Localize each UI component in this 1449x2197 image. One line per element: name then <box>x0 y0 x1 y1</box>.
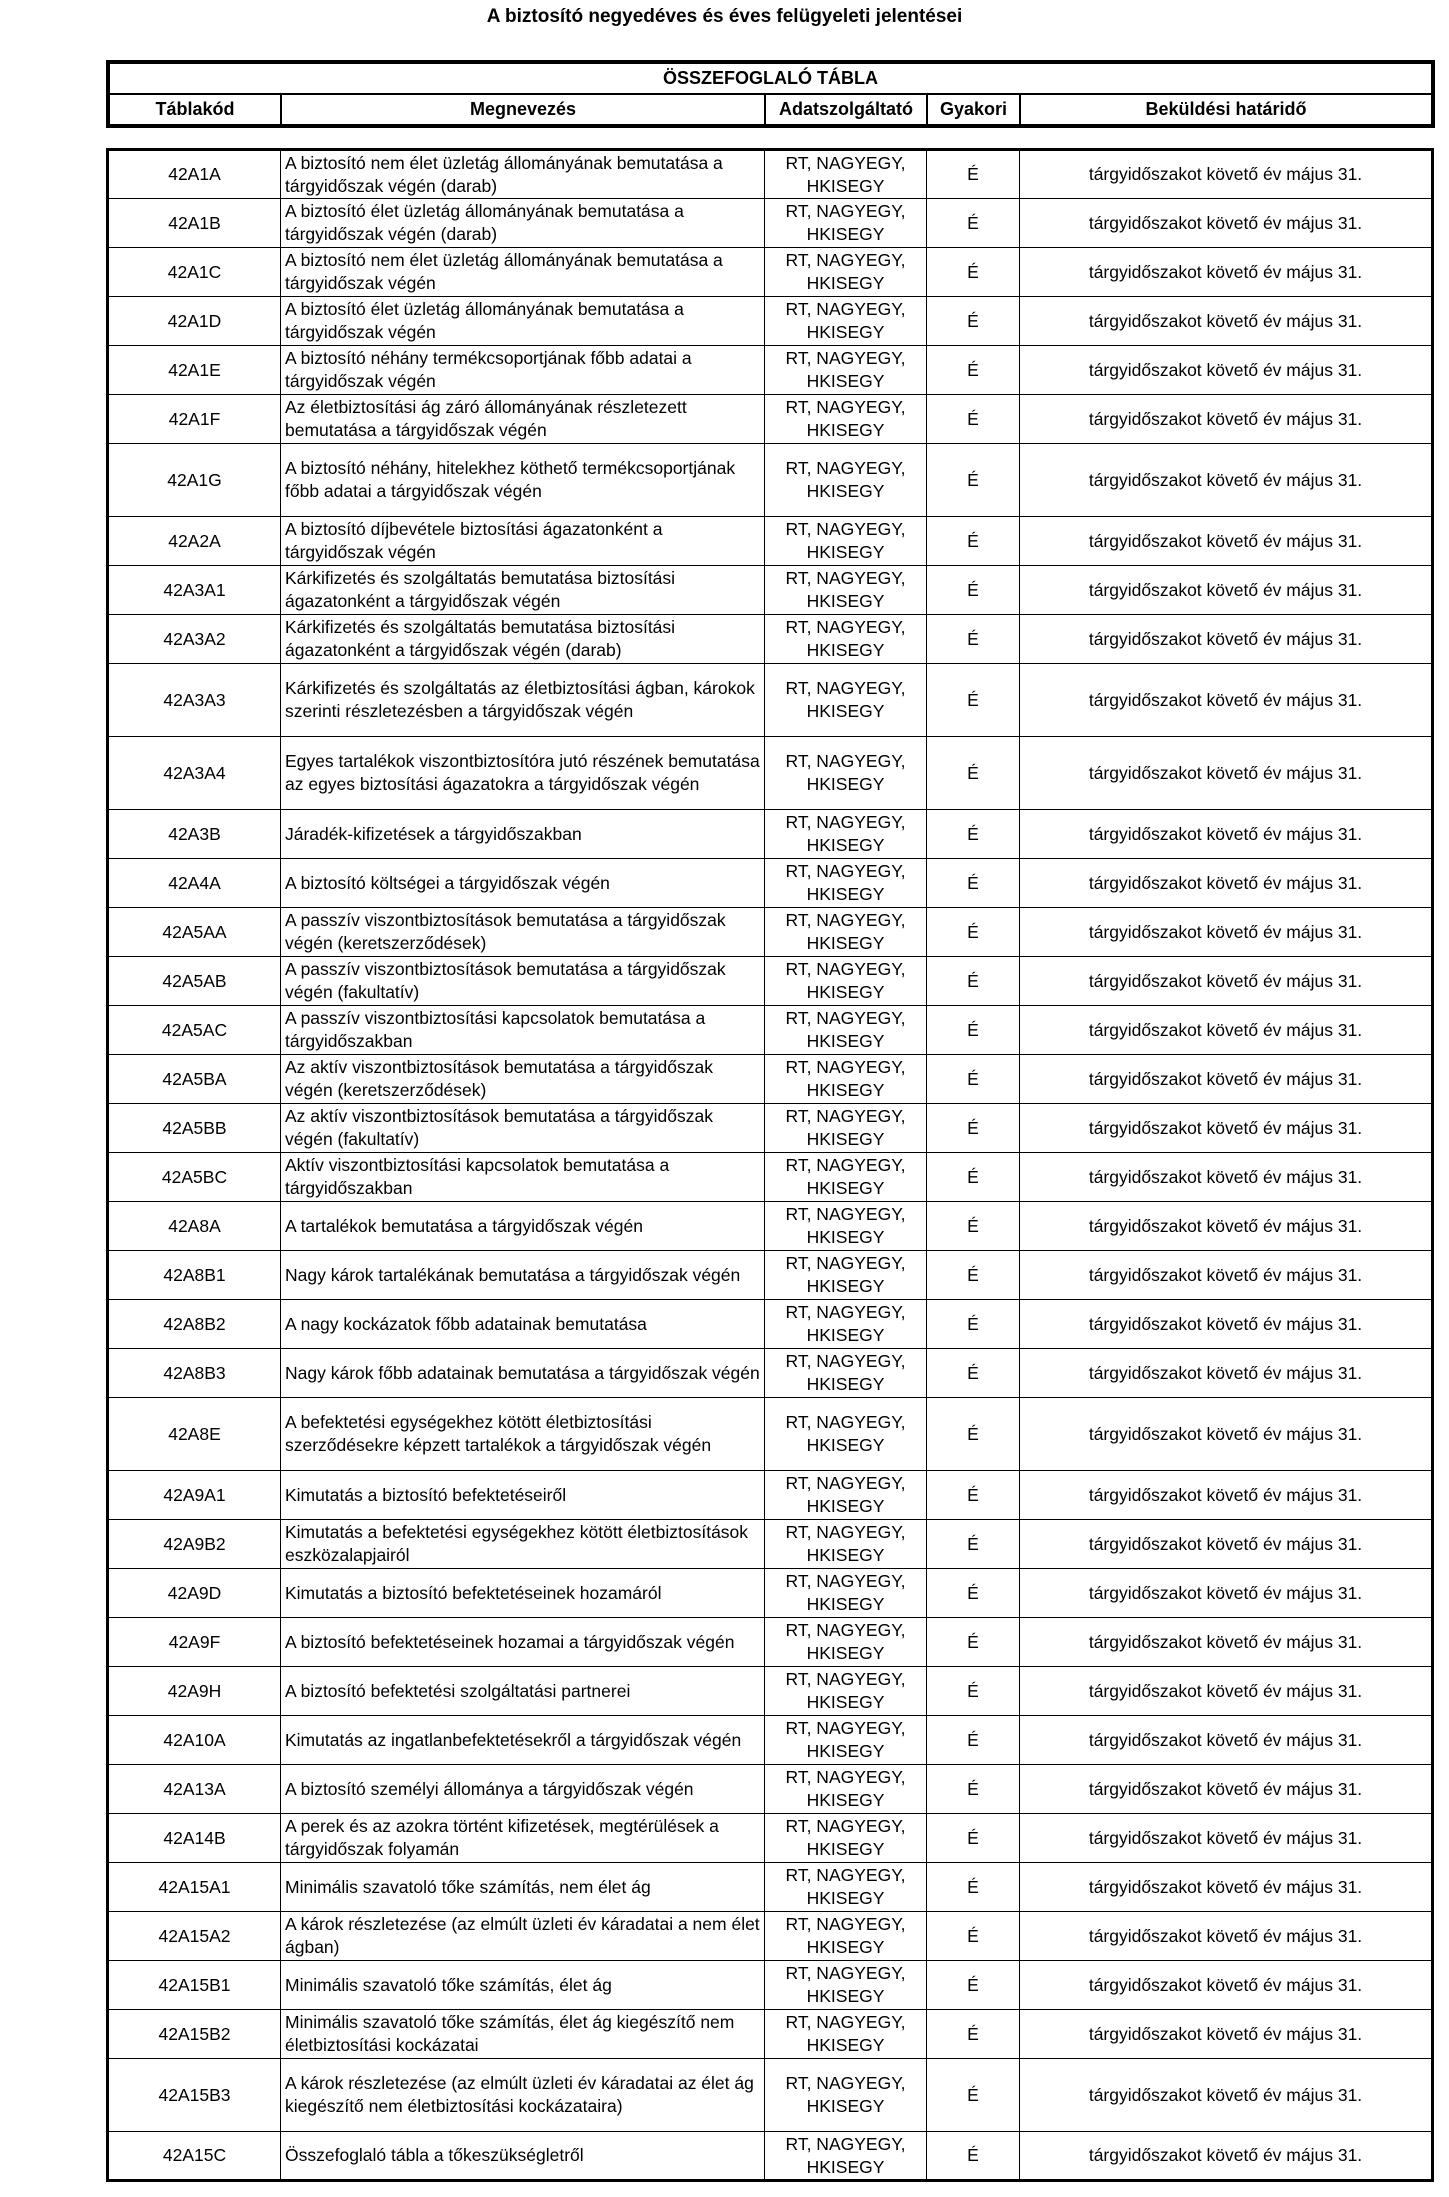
table-name-cell: A biztosító személyi állománya a tárgyidőszak végén <box>281 1765 765 1814</box>
table-row <box>108 1300 1433 1349</box>
col-header-provider: Adatszolgáltató <box>765 94 927 126</box>
table-provider-cell: RT, NAGYEGY, HKISEGY <box>765 1667 927 1716</box>
table-row <box>108 1055 1433 1104</box>
table-code-cell: 42A8B3 <box>108 1349 281 1398</box>
table-frequency-cell: É <box>927 566 1020 615</box>
table-row <box>108 444 1433 517</box>
table-name-cell: A passzív viszontbiztosítások bemutatása a tárgyidőszak végén (fakultatív) <box>281 957 765 1006</box>
col-header-name: Megnevezés <box>281 94 765 126</box>
table-frequency-cell: É <box>927 615 1020 664</box>
table-row <box>108 150 1433 199</box>
table-provider-cell: RT, NAGYEGY, HKISEGY <box>765 1471 927 1520</box>
table-provider-cell: RT, NAGYEGY, HKISEGY <box>765 1300 927 1349</box>
table-frequency-cell: É <box>927 297 1020 346</box>
table-row <box>108 517 1433 566</box>
table-row <box>108 1398 1433 1471</box>
table-deadline-cell: tárgyidőszakot követő év május 31. <box>1020 1765 1433 1814</box>
table-code-cell: 42A15B3 <box>108 2059 281 2132</box>
table-frequency-cell: É <box>927 395 1020 444</box>
table-name-cell: Kárkifizetés és szolgáltatás bemutatása biztosítási ágazatonként a tárgyidőszak végén <box>281 566 765 615</box>
table-row <box>108 615 1433 664</box>
col-header-code: Táblakód <box>108 94 281 126</box>
table-code-cell: 42A8B1 <box>108 1251 281 1300</box>
table-name-cell: A biztosító díjbevétele biztosítási ágazatonként a tárgyidőszak végén <box>281 517 765 566</box>
table-provider-cell: RT, NAGYEGY, HKISEGY <box>765 517 927 566</box>
table-row <box>108 395 1433 444</box>
table-code-cell: 42A9F <box>108 1618 281 1667</box>
table-name-cell: Kimutatás a befektetési egységekhez kötött életbiztosítások eszközalapjairól <box>281 1520 765 1569</box>
table-name-cell: A tartalékok bemutatása a tárgyidőszak végén <box>281 1202 765 1251</box>
table-deadline-cell: tárgyidőszakot követő év május 31. <box>1020 346 1433 395</box>
page-title: A biztosító negyedéves és éves felügyeleti jelentései <box>486 6 963 27</box>
table-name-cell: Kimutatás az ingatlanbefektetésekről a tárgyidőszak végén <box>281 1716 765 1765</box>
table-provider-cell: RT, NAGYEGY, HKISEGY <box>765 2059 927 2132</box>
table-deadline-cell: tárgyidőszakot követő év május 31. <box>1020 2132 1433 2181</box>
table-frequency-cell: É <box>927 1569 1020 1618</box>
table-row <box>108 810 1433 859</box>
table-deadline-cell: tárgyidőszakot követő év május 31. <box>1020 1961 1433 2010</box>
table-code-cell: 42A9A1 <box>108 1471 281 1520</box>
table-provider-cell: RT, NAGYEGY, HKISEGY <box>765 737 927 810</box>
summary-header <box>106 60 1435 128</box>
table-row <box>108 957 1433 1006</box>
table-code-cell: 42A5BC <box>108 1153 281 1202</box>
table-row <box>108 1814 1433 1863</box>
table-code-cell: 42A15C <box>108 2132 281 2181</box>
table-frequency-cell: É <box>927 1961 1020 2010</box>
table-name-cell: A biztosító élet üzletág állományának bemutatása a tárgyidőszak végén (darab) <box>281 199 765 248</box>
table-frequency-cell: É <box>927 957 1020 1006</box>
table-deadline-cell: tárgyidőszakot követő év május 31. <box>1020 1006 1433 1055</box>
table-deadline-cell: tárgyidőszakot követő év május 31. <box>1020 2059 1433 2132</box>
table-frequency-cell: É <box>927 248 1020 297</box>
table-name-cell: Minimális szavatoló tőke számítás, élet ág <box>281 1961 765 2010</box>
table-frequency-cell: É <box>927 1104 1020 1153</box>
report-table <box>106 148 1434 2182</box>
table-deadline-cell: tárgyidőszakot követő év május 31. <box>1020 1104 1433 1153</box>
table-provider-cell: RT, NAGYEGY, HKISEGY <box>765 664 927 737</box>
table-name-cell: Minimális szavatoló tőke számítás, nem élet ág <box>281 1863 765 1912</box>
table-code-cell: 42A1C <box>108 248 281 297</box>
table-name-cell: Az aktív viszontbiztosítások bemutatása a tárgyidőszak végén (keretszerződések) <box>281 1055 765 1104</box>
table-provider-cell: RT, NAGYEGY, HKISEGY <box>765 150 927 199</box>
table-code-cell: 42A3A2 <box>108 615 281 664</box>
table-name-cell: Járadék-kifizetések a tárgyidőszakban <box>281 810 765 859</box>
table-name-cell: Minimális szavatoló tőke számítás, élet ág kiegészítő nem életbiztosítási kockázatai <box>281 2010 765 2059</box>
table-provider-cell: RT, NAGYEGY, HKISEGY <box>765 199 927 248</box>
table-row <box>108 1202 1433 1251</box>
table-code-cell: 42A1E <box>108 346 281 395</box>
table-name-cell: Egyes tartalékok viszontbiztosítóra jutó részének bemutatása az egyes biztosítási ágazatokra a tárgyidőszak végén <box>281 737 765 810</box>
table-name-cell: A biztosító nem élet üzletág állományának bemutatása a tárgyidőszak végén <box>281 248 765 297</box>
table-row <box>108 1471 1433 1520</box>
table-deadline-cell: tárgyidőszakot követő év május 31. <box>1020 297 1433 346</box>
table-frequency-cell: É <box>927 1055 1020 1104</box>
table-name-cell: A befektetési egységekhez kötött életbiztosítási szerződésekre képzett tartalékok a tárgyidőszak végén <box>281 1398 765 1471</box>
table-name-cell: A perek és az azokra történt kifizetések, megtérülések a tárgyidőszak folyamán <box>281 1814 765 1863</box>
table-frequency-cell: É <box>927 1863 1020 1912</box>
table-frequency-cell: É <box>927 1716 1020 1765</box>
table-name-cell: A biztosító néhány termékcsoportjának főbb adatai a tárgyidőszak végén <box>281 346 765 395</box>
table-deadline-cell: tárgyidőszakot követő év május 31. <box>1020 1716 1433 1765</box>
table-deadline-cell: tárgyidőszakot követő év május 31. <box>1020 1153 1433 1202</box>
table-deadline-cell: tárgyidőszakot követő év május 31. <box>1020 199 1433 248</box>
table-code-cell: 42A4A <box>108 859 281 908</box>
table-row <box>108 566 1433 615</box>
table-deadline-cell: tárgyidőszakot követő év május 31. <box>1020 2010 1433 2059</box>
table-frequency-cell: É <box>927 346 1020 395</box>
table-provider-cell: RT, NAGYEGY, HKISEGY <box>765 1716 927 1765</box>
table-provider-cell: RT, NAGYEGY, HKISEGY <box>765 615 927 664</box>
table-code-cell: 42A13A <box>108 1765 281 1814</box>
table-row <box>108 859 1433 908</box>
table-code-cell: 42A3A3 <box>108 664 281 737</box>
table-row <box>108 1104 1433 1153</box>
table-name-cell: A biztosító költségei a tárgyidőszak végén <box>281 859 765 908</box>
table-frequency-cell: É <box>927 1912 1020 1961</box>
table-deadline-cell: tárgyidőszakot követő év május 31. <box>1020 1055 1433 1104</box>
table-frequency-cell: É <box>927 1471 1020 1520</box>
table-code-cell: 42A1B <box>108 199 281 248</box>
table-provider-cell: RT, NAGYEGY, HKISEGY <box>765 1251 927 1300</box>
table-name-cell: A biztosító befektetéseinek hozamai a tárgyidőszak végén <box>281 1618 765 1667</box>
table-name-cell: A passzív viszontbiztosítási kapcsolatok bemutatása a tárgyidőszakban <box>281 1006 765 1055</box>
table-row <box>108 346 1433 395</box>
table-frequency-cell: É <box>927 1618 1020 1667</box>
table-provider-cell: RT, NAGYEGY, HKISEGY <box>765 1765 927 1814</box>
table-code-cell: 42A1D <box>108 297 281 346</box>
table-provider-cell: RT, NAGYEGY, HKISEGY <box>765 908 927 957</box>
table-name-cell: Aktív viszontbiztosítási kapcsolatok bemutatása a tárgyidőszakban <box>281 1153 765 1202</box>
table-name-cell: Kimutatás a biztosító befektetéseiről <box>281 1471 765 1520</box>
table-code-cell: 42A3A1 <box>108 566 281 615</box>
table-code-cell: 42A9B2 <box>108 1520 281 1569</box>
table-frequency-cell: É <box>927 1300 1020 1349</box>
table-code-cell: 42A5AC <box>108 1006 281 1055</box>
table-frequency-cell: É <box>927 150 1020 199</box>
table-deadline-cell: tárgyidőszakot követő év május 31. <box>1020 1520 1433 1569</box>
table-deadline-cell: tárgyidőszakot követő év május 31. <box>1020 737 1433 810</box>
table-code-cell: 42A15B2 <box>108 2010 281 2059</box>
table-provider-cell: RT, NAGYEGY, HKISEGY <box>765 1153 927 1202</box>
table-row <box>108 1006 1433 1055</box>
table-deadline-cell: tárgyidőszakot követő év május 31. <box>1020 444 1433 517</box>
table-row <box>108 1765 1433 1814</box>
table-frequency-cell: É <box>927 1398 1020 1471</box>
table-frequency-cell: É <box>927 517 1020 566</box>
table-row <box>108 1251 1433 1300</box>
table-deadline-cell: tárgyidőszakot követő év május 31. <box>1020 248 1433 297</box>
table-deadline-cell: tárgyidőszakot követő év május 31. <box>1020 859 1433 908</box>
table-row <box>108 908 1433 957</box>
table-name-cell: A biztosító nem élet üzletág állományának bemutatása a tárgyidőszak végén (darab) <box>281 150 765 199</box>
table-provider-cell: RT, NAGYEGY, HKISEGY <box>765 1006 927 1055</box>
table-frequency-cell: É <box>927 1814 1020 1863</box>
table-name-cell: Nagy károk tartalékának bemutatása a tárgyidőszak végén <box>281 1251 765 1300</box>
table-code-cell: 42A15A2 <box>108 1912 281 1961</box>
table-name-cell: Az életbiztosítási ág záró állományának részletezett bemutatása a tárgyidőszak végén <box>281 395 765 444</box>
table-deadline-cell: tárgyidőszakot követő év május 31. <box>1020 1569 1433 1618</box>
table-row <box>108 1716 1433 1765</box>
table-deadline-cell: tárgyidőszakot követő év május 31. <box>1020 1202 1433 1251</box>
table-deadline-cell: tárgyidőszakot követő év május 31. <box>1020 957 1433 1006</box>
table-deadline-cell: tárgyidőszakot követő év május 31. <box>1020 395 1433 444</box>
table-code-cell: 42A5BA <box>108 1055 281 1104</box>
table-code-cell: 42A5BB <box>108 1104 281 1153</box>
table-row <box>108 1912 1433 1961</box>
table-frequency-cell: É <box>927 2132 1020 2181</box>
table-code-cell: 42A2A <box>108 517 281 566</box>
table-provider-cell: RT, NAGYEGY, HKISEGY <box>765 1912 927 1961</box>
report-table-body <box>108 150 1433 2181</box>
table-deadline-cell: tárgyidőszakot követő év május 31. <box>1020 810 1433 859</box>
table-deadline-cell: tárgyidőszakot követő év május 31. <box>1020 664 1433 737</box>
table-name-cell: Kárkifizetés és szolgáltatás az életbiztosítási ágban, károkok szerinti részletezésben a tárgyidőszak végén <box>281 664 765 737</box>
table-row <box>108 1961 1433 2010</box>
table-code-cell: 42A3B <box>108 810 281 859</box>
table-frequency-cell: É <box>927 444 1020 517</box>
table-provider-cell: RT, NAGYEGY, HKISEGY <box>765 1814 927 1863</box>
table-deadline-cell: tárgyidőszakot követő év május 31. <box>1020 1618 1433 1667</box>
table-row <box>108 2010 1433 2059</box>
table-name-cell: Kárkifizetés és szolgáltatás bemutatása biztosítási ágazatonként a tárgyidőszak végén (darab) <box>281 615 765 664</box>
table-frequency-cell: É <box>927 908 1020 957</box>
table-provider-cell: RT, NAGYEGY, HKISEGY <box>765 957 927 1006</box>
table-frequency-cell: É <box>927 1765 1020 1814</box>
table-frequency-cell: É <box>927 1251 1020 1300</box>
table-deadline-cell: tárgyidőszakot követő év május 31. <box>1020 517 1433 566</box>
table-code-cell: 42A8A <box>108 1202 281 1251</box>
table-provider-cell: RT, NAGYEGY, HKISEGY <box>765 1569 927 1618</box>
table-deadline-cell: tárgyidőszakot követő év május 31. <box>1020 1814 1433 1863</box>
table-code-cell: 42A9H <box>108 1667 281 1716</box>
table-row <box>108 1667 1433 1716</box>
table-row <box>108 737 1433 810</box>
table-provider-cell: RT, NAGYEGY, HKISEGY <box>765 1398 927 1471</box>
table-deadline-cell: tárgyidőszakot követő év május 31. <box>1020 1863 1433 1912</box>
table-frequency-cell: É <box>927 1153 1020 1202</box>
table-name-cell: Összefoglaló tábla a tőkeszükségletről <box>281 2132 765 2181</box>
table-frequency-cell: É <box>927 2059 1020 2132</box>
table-row <box>108 297 1433 346</box>
table-name-cell: Kimutatás a biztosító befektetéseinek hozamáról <box>281 1569 765 1618</box>
table-provider-cell: RT, NAGYEGY, HKISEGY <box>765 859 927 908</box>
table-name-cell: A biztosító befektetési szolgáltatási partnerei <box>281 1667 765 1716</box>
table-row <box>108 1618 1433 1667</box>
col-header-deadline: Beküldési határidő <box>1020 94 1433 126</box>
table-row <box>108 1520 1433 1569</box>
table-deadline-cell: tárgyidőszakot követő év május 31. <box>1020 566 1433 615</box>
table-deadline-cell: tárgyidőszakot követő év május 31. <box>1020 1667 1433 1716</box>
table-provider-cell: RT, NAGYEGY, HKISEGY <box>765 1202 927 1251</box>
table-frequency-cell: É <box>927 2010 1020 2059</box>
table-frequency-cell: É <box>927 810 1020 859</box>
table-name-cell: A biztosító néhány, hitelekhez köthető termékcsoportjának főbb adatai a tárgyidőszak végén <box>281 444 765 517</box>
table-name-cell: A biztosító élet üzletág állományának bemutatása a tárgyidőszak végén <box>281 297 765 346</box>
table-provider-cell: RT, NAGYEGY, HKISEGY <box>765 395 927 444</box>
table-provider-cell: RT, NAGYEGY, HKISEGY <box>765 2132 927 2181</box>
table-code-cell: 42A1F <box>108 395 281 444</box>
table-provider-cell: RT, NAGYEGY, HKISEGY <box>765 1863 927 1912</box>
table-name-cell: A károk részletezése (az elmúlt üzleti év káradatai az élet ág kiegészítő nem életbiztosítási kockázataira) <box>281 2059 765 2132</box>
table-provider-cell: RT, NAGYEGY, HKISEGY <box>765 1961 927 2010</box>
table-code-cell: 42A5AB <box>108 957 281 1006</box>
table-name-cell: Az aktív viszontbiztosítások bemutatása a tárgyidőszak végén (fakultatív) <box>281 1104 765 1153</box>
table-provider-cell: RT, NAGYEGY, HKISEGY <box>765 1520 927 1569</box>
table-frequency-cell: É <box>927 859 1020 908</box>
table-provider-cell: RT, NAGYEGY, HKISEGY <box>765 1349 927 1398</box>
table-code-cell: 42A1G <box>108 444 281 517</box>
table-code-cell: 42A8B2 <box>108 1300 281 1349</box>
table-code-cell: 42A8E <box>108 1398 281 1471</box>
table-provider-cell: RT, NAGYEGY, HKISEGY <box>765 444 927 517</box>
table-code-cell: 42A9D <box>108 1569 281 1618</box>
table-deadline-cell: tárgyidőszakot követő év május 31. <box>1020 1471 1433 1520</box>
table-provider-cell: RT, NAGYEGY, HKISEGY <box>765 1055 927 1104</box>
table-row <box>108 1863 1433 1912</box>
table-provider-cell: RT, NAGYEGY, HKISEGY <box>765 810 927 859</box>
table-deadline-cell: tárgyidőszakot követő év május 31. <box>1020 150 1433 199</box>
table-name-cell: A károk részletezése (az elmúlt üzleti év káradatai a nem élet ágban) <box>281 1912 765 1961</box>
table-code-cell: 42A1A <box>108 150 281 199</box>
table-deadline-cell: tárgyidőszakot követő év május 31. <box>1020 1398 1433 1471</box>
table-frequency-cell: É <box>927 1202 1020 1251</box>
table-provider-cell: RT, NAGYEGY, HKISEGY <box>765 248 927 297</box>
table-row <box>108 1569 1433 1618</box>
table-code-cell: 42A10A <box>108 1716 281 1765</box>
table-code-cell: 42A15A1 <box>108 1863 281 1912</box>
table-frequency-cell: É <box>927 1349 1020 1398</box>
table-name-cell: Nagy károk főbb adatainak bemutatása a tárgyidőszak végén <box>281 1349 765 1398</box>
table-deadline-cell: tárgyidőszakot követő év május 31. <box>1020 1251 1433 1300</box>
table-deadline-cell: tárgyidőszakot követő év május 31. <box>1020 1349 1433 1398</box>
col-header-frequency: Gyakori <box>927 94 1020 126</box>
table-code-cell: 42A3A4 <box>108 737 281 810</box>
table-provider-cell: RT, NAGYEGY, HKISEGY <box>765 346 927 395</box>
table-deadline-cell: tárgyidőszakot követő év május 31. <box>1020 908 1433 957</box>
table-code-cell: 42A5AA <box>108 908 281 957</box>
table-row <box>108 1349 1433 1398</box>
table-frequency-cell: É <box>927 199 1020 248</box>
table-row <box>108 248 1433 297</box>
table-frequency-cell: É <box>927 737 1020 810</box>
table-row <box>108 2059 1433 2132</box>
summary-title: ÖSSZEFOGLALÓ TÁBLA <box>108 62 1433 94</box>
table-name-cell: A passzív viszontbiztosítások bemutatása a tárgyidőszak végén (keretszerződések) <box>281 908 765 957</box>
table-code-cell: 42A14B <box>108 1814 281 1863</box>
table-deadline-cell: tárgyidőszakot követő év május 31. <box>1020 1912 1433 1961</box>
table-row <box>108 1153 1433 1202</box>
table-name-cell: A nagy kockázatok főbb adatainak bemutatása <box>281 1300 765 1349</box>
table-row <box>108 2132 1433 2181</box>
table-frequency-cell: É <box>927 1667 1020 1716</box>
table-provider-cell: RT, NAGYEGY, HKISEGY <box>765 566 927 615</box>
table-frequency-cell: É <box>927 1006 1020 1055</box>
table-provider-cell: RT, NAGYEGY, HKISEGY <box>765 297 927 346</box>
table-frequency-cell: É <box>927 664 1020 737</box>
table-frequency-cell: É <box>927 1520 1020 1569</box>
table-provider-cell: RT, NAGYEGY, HKISEGY <box>765 2010 927 2059</box>
table-deadline-cell: tárgyidőszakot követő év május 31. <box>1020 615 1433 664</box>
table-code-cell: 42A15B1 <box>108 1961 281 2010</box>
table-row <box>108 664 1433 737</box>
table-deadline-cell: tárgyidőszakot követő év május 31. <box>1020 1300 1433 1349</box>
table-row <box>108 199 1433 248</box>
table-provider-cell: RT, NAGYEGY, HKISEGY <box>765 1104 927 1153</box>
table-provider-cell: RT, NAGYEGY, HKISEGY <box>765 1618 927 1667</box>
